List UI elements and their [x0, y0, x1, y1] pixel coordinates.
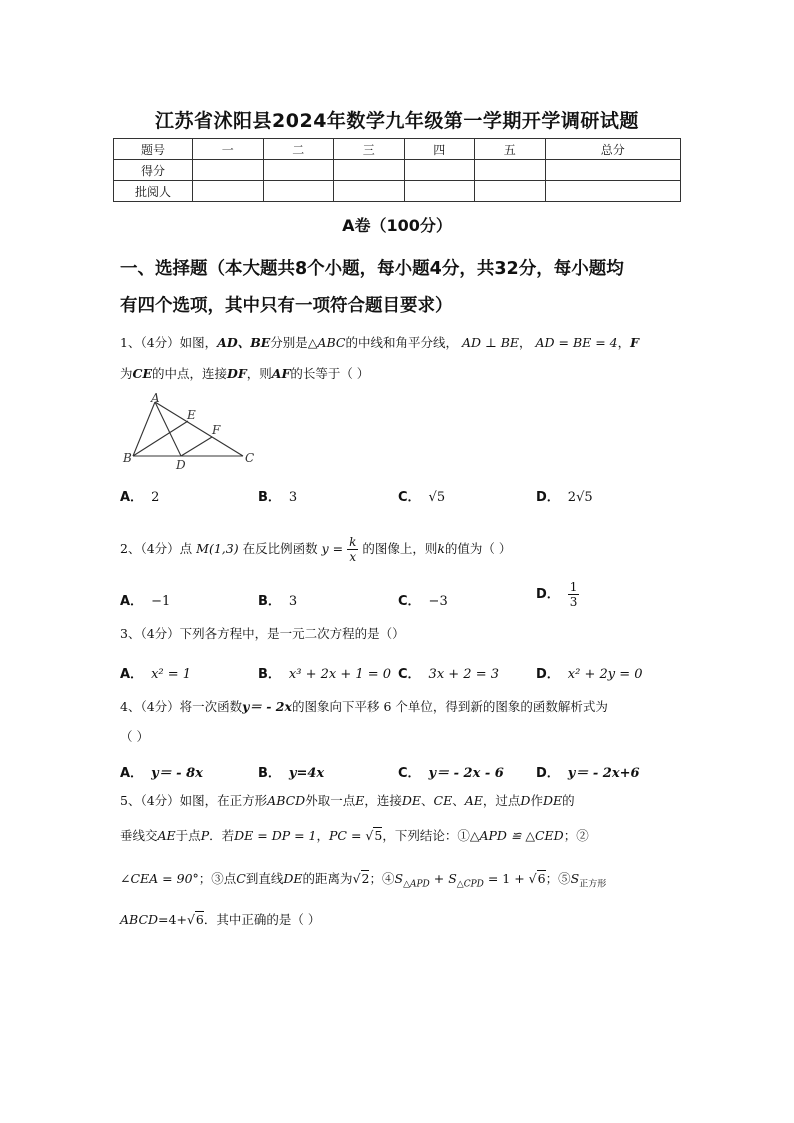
q1-text: 分别是 — [270, 335, 308, 350]
q2-option-d[interactable] — [536, 580, 579, 609]
q5-text: ；④ — [369, 871, 395, 886]
q4-option-a[interactable] — [120, 762, 203, 781]
q5-ae: AE — [157, 828, 176, 843]
table-cell: 三 — [334, 139, 405, 160]
q2-k: k — [437, 541, 445, 556]
table-row — [114, 181, 681, 202]
q5-area-symbol: S — [570, 871, 580, 886]
q5-text: ， — [316, 828, 330, 843]
q4-function: y＝ - 2x — [242, 699, 292, 714]
q5-text: 到直线 — [245, 871, 284, 886]
question-5-line3: ∠CEA = 90°；③点C到直线DE的距离为√2；$④S_{\triangle APD} + S_{\triangle CPD} = 1 + √6$；$⑤S_{正方形}$ — [120, 871, 607, 890]
q5-text: = 1 + — [483, 871, 529, 886]
q1-af: AF — [271, 366, 291, 381]
q5-ae: AE — [464, 793, 483, 808]
q1-text: 的长等于（ ） — [290, 366, 370, 381]
q5-text: ；③点 — [198, 871, 237, 886]
q5-text: 、 — [421, 793, 434, 808]
question-1-line2 — [120, 364, 680, 384]
q4-text: 4、（4分）将一次函数 — [120, 699, 243, 714]
q5-text: ，连接 — [364, 793, 402, 808]
question-3: 3、（4分）下列各方程中，是一元二次方程的是（） — [120, 626, 405, 641]
table-cell[interactable] — [545, 160, 681, 181]
q5-sqrt-value: 6 — [537, 871, 546, 886]
q5-sqrt-value: 5 — [374, 828, 383, 843]
q1-equation: AD = BE = 4 — [535, 335, 618, 350]
q5-sqrt-value: 6 — [195, 912, 204, 927]
option-value: y＝ - 2x+6 — [567, 766, 640, 781]
fraction-denominator: x — [349, 550, 357, 564]
q5-de: DE — [283, 871, 303, 886]
q3-option-b[interactable] — [258, 663, 391, 682]
q2-point: M(1,3) — [196, 541, 239, 556]
q5-de: DE — [401, 793, 422, 808]
q2-option-b[interactable] — [258, 590, 297, 609]
q5-area-symbol: S — [448, 871, 457, 886]
figure-label-a: A — [151, 392, 160, 405]
option-value: 3 — [288, 490, 298, 505]
q1-triangle: △ABC — [307, 335, 346, 350]
question-4-line2: （ ） — [120, 729, 149, 744]
q4-option-c[interactable] — [398, 762, 504, 781]
option-value: √5 — [428, 490, 446, 505]
figure-label-c: C — [245, 451, 255, 465]
q1-text: 1、（4分）如图， — [120, 335, 218, 350]
q5-ce: CE — [433, 793, 453, 808]
question-5-line2: 垂线交AE于点P．若DE = DP = 1，PC = √5，下列结论：①△APD ≌ △CED；② — [120, 828, 589, 843]
table-cell[interactable] — [404, 160, 475, 181]
figure-label-e: E — [187, 408, 196, 422]
table-cell: 得分 — [114, 160, 193, 181]
option-label: D． — [536, 587, 560, 602]
q1-perp: AD ⊥ BE — [461, 335, 519, 350]
option-value: −3 — [428, 594, 448, 609]
question-4 — [120, 697, 680, 717]
option-label: D． — [536, 490, 560, 505]
option-label: C． — [398, 490, 421, 505]
q2-option-a[interactable] — [120, 590, 170, 609]
question-5 — [120, 791, 680, 811]
triangle-figure — [115, 392, 265, 472]
table-cell[interactable] — [404, 181, 475, 202]
q5-area-subscript: 正方形 — [579, 879, 607, 890]
table-cell: 批阅人 — [114, 181, 193, 202]
q5-equation: DE = DP = 1 — [234, 828, 317, 843]
q5-text: 的 — [562, 793, 575, 808]
q1-text: 的中点，连接 — [152, 366, 228, 381]
q5-area-subscript: △APD — [403, 879, 430, 890]
q5-text: 作 — [530, 793, 543, 808]
section-a-heading: A卷（100分） — [342, 216, 452, 235]
q5-point-p: P — [200, 828, 210, 843]
q2-text: 的图像上，则 — [362, 541, 438, 556]
table-cell[interactable] — [193, 181, 264, 202]
option-value: 2√5 — [567, 490, 593, 505]
q5-text: 外取一点 — [305, 793, 356, 808]
q5-de: DE — [542, 793, 563, 808]
q2-func-y: y = — [321, 541, 344, 556]
q1-ce: CE — [132, 366, 152, 381]
q5-square: ABCD — [267, 793, 306, 808]
section-one-heading-line2: 有四个选项，其中只有一项符合题目要求） — [120, 296, 453, 316]
q5-point-e: E — [355, 793, 365, 808]
q4-option-d[interactable] — [536, 762, 640, 781]
q5-text: + — [429, 871, 449, 886]
q2-fraction — [347, 535, 358, 564]
q5-point-c: C — [236, 871, 246, 886]
q5-text: 、 — [452, 793, 465, 808]
q4-option-b[interactable] — [258, 762, 324, 781]
figure-label-d: D — [176, 458, 186, 472]
q1-text: ，则 — [246, 366, 272, 381]
option-value: x² = 1 — [151, 667, 192, 682]
q5-point-d: D — [520, 793, 531, 808]
option-label: A． — [120, 594, 144, 609]
option-value: y=4x — [288, 766, 325, 781]
q2-text: 的值为（ ） — [444, 541, 512, 556]
figure-label-b: B — [123, 451, 132, 465]
q1-option-a[interactable] — [120, 486, 159, 505]
table-cell[interactable] — [263, 181, 334, 202]
q2-option-c[interactable] — [398, 590, 448, 609]
q3-option-d[interactable] — [536, 663, 643, 682]
table-cell: 题号 — [114, 139, 193, 160]
q3-option-c[interactable] — [398, 663, 499, 682]
option-label: C． — [398, 667, 421, 682]
option-fraction — [568, 580, 580, 609]
q5-text: ；② — [563, 828, 589, 843]
q5-area-subscript: △CPD — [456, 879, 484, 890]
option-value: x² + 2y = 0 — [567, 667, 643, 682]
question-2 — [120, 535, 680, 564]
question-1: 1、（4分）如图，AD、BE分别是△ABC的中线和角平分线， AD ⊥ BE， AD = BE = 4，F — [120, 335, 640, 350]
q2-text: 在反比例函数 — [242, 541, 318, 556]
q5-text: 的距离为 — [302, 871, 353, 886]
option-label: B． — [258, 766, 281, 781]
q1-segments: AD、BE — [217, 335, 271, 350]
table-cell: 二 — [263, 139, 334, 160]
option-value: y＝ - 8x — [151, 766, 203, 781]
option-label: A． — [120, 490, 144, 505]
q3-option-a[interactable] — [120, 663, 191, 682]
q5-text: ．其中正确的是（ ） — [203, 912, 321, 927]
option-label: D． — [536, 667, 560, 682]
table-cell[interactable] — [545, 181, 681, 202]
q2-text: 2、（4分）点 — [120, 541, 193, 556]
fraction-numerator: 1 — [569, 580, 578, 594]
q1-text: 为 — [120, 366, 133, 381]
q5-congruence: △APD ≌ △CED — [469, 828, 564, 843]
q1-option-c[interactable] — [398, 486, 445, 505]
fraction-numerator: k — [349, 535, 357, 549]
q5-angle: ∠CEA = 90° — [120, 871, 199, 886]
table-cell[interactable] — [193, 160, 264, 181]
table-cell[interactable] — [475, 160, 546, 181]
q1-option-d[interactable] — [536, 486, 593, 505]
score-table — [113, 138, 681, 202]
option-label: C． — [398, 594, 421, 609]
table-row — [114, 139, 681, 160]
table-cell: 四 — [404, 139, 475, 160]
table-cell: 五 — [475, 139, 546, 160]
q5-text: 于点 — [175, 828, 201, 843]
table-cell: 总分 — [545, 139, 681, 160]
q5-text: 5、（4分）如图，在正方形 — [120, 793, 268, 808]
option-label: B． — [258, 594, 281, 609]
q5-text: ；⑤ — [545, 871, 571, 886]
q5-pc: PC = — [329, 828, 362, 843]
q5-text: ，过点 — [482, 793, 521, 808]
q5-text: ，下列结论：① — [382, 828, 470, 843]
q1-df: DF — [227, 366, 247, 381]
option-label: D． — [536, 766, 560, 781]
q5-square: ABCD — [120, 912, 159, 927]
option-value: 3 — [288, 594, 298, 609]
option-value: 2 — [151, 490, 160, 505]
q5-area-symbol: S — [394, 871, 404, 886]
fraction-denominator: 3 — [569, 595, 578, 609]
q5-sqrt-value: 2 — [361, 871, 370, 886]
section-one-heading-line1: 一、选择题（本大题共8个小题，每小题4分，共32分，每小题均 — [120, 259, 624, 279]
q5-text: 垂线交 — [120, 828, 158, 843]
option-value: x³ + 2x + 1 = 0 — [288, 667, 392, 682]
option-label: B． — [258, 490, 281, 505]
q4-text: 的图象向下平移 6 个单位，得到新的图象的函数解析式为 — [291, 699, 608, 714]
option-value: −1 — [151, 594, 171, 609]
option-label: B． — [258, 667, 281, 682]
table-row — [114, 160, 681, 181]
figure-label-f: F — [212, 423, 221, 437]
q5-text: ．若 — [209, 828, 235, 843]
option-label: C． — [398, 766, 421, 781]
option-value: 3x + 2 = 3 — [428, 667, 500, 682]
option-label: A． — [120, 766, 144, 781]
table-cell[interactable] — [475, 181, 546, 202]
q1-text: 的中线和角平分线， — [345, 335, 458, 350]
option-label: A． — [120, 667, 144, 682]
q1-point-f: F — [630, 335, 640, 350]
page-title: 江苏省沭阳县2024年数学九年级第一学期开学调研试题 — [155, 110, 639, 132]
table-cell[interactable] — [263, 160, 334, 181]
option-value: y＝ - 2x - 6 — [428, 766, 504, 781]
table-cell[interactable] — [334, 181, 405, 202]
table-cell: 一 — [193, 139, 264, 160]
question-5-line4: ABCD=4+√6．其中正确的是（ ） — [120, 912, 321, 927]
q5-text: =4+ — [158, 912, 187, 927]
q1-option-b[interactable] — [258, 486, 297, 505]
table-cell[interactable] — [334, 160, 405, 181]
